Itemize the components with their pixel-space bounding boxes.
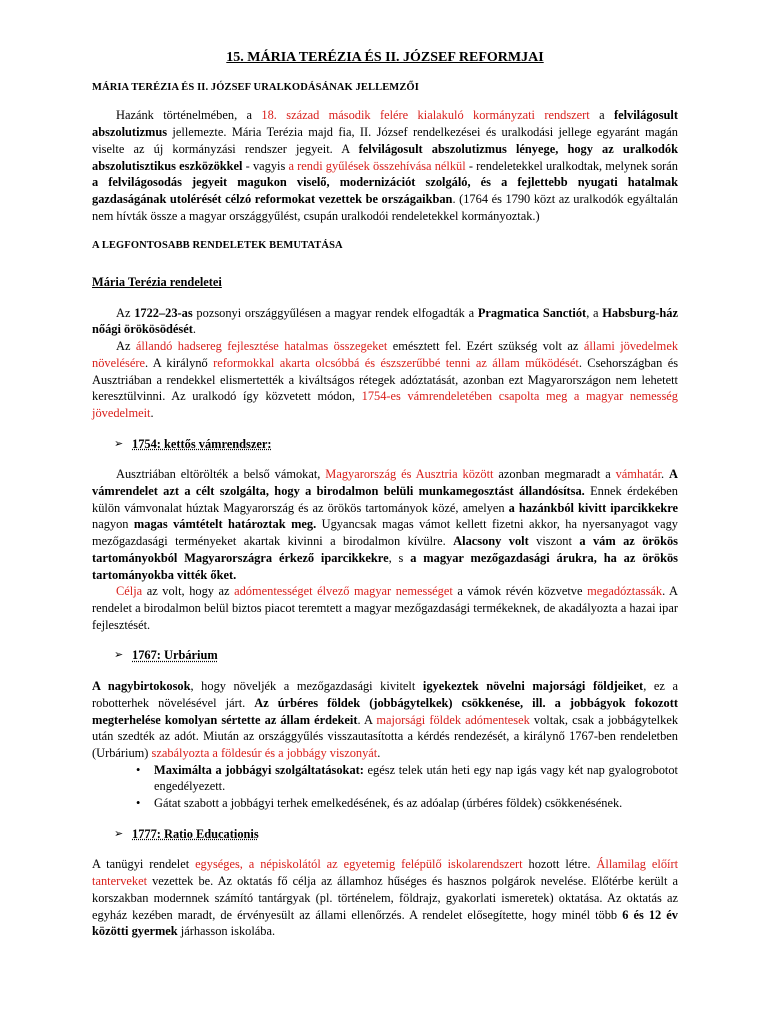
section-heading-characteristics: MÁRIA TERÉZIA ÉS II. JÓZSEF URALKODÁSÁNAK JELLEMZŐI	[92, 81, 419, 93]
urbarium-list	[92, 762, 678, 812]
list-item: • Maximálta a jobbágyi szolgáltatásokat: egész telek után heti egy nap igás vagy két nap gyalogrobotot engedélyezett.	[136, 762, 678, 795]
subheading-maria-theresa-decrees: Mária Terézia rendeletei	[92, 275, 222, 290]
paragraph-customs-purpose: Célja az volt, hogy az adómentességet élvező magyar nemességet a vámok révén közvetve megadóztassák. A rendelet a birodalmon belül biztos piacot teremtett a magyar mezőgazdasági termékeknek, de akadályozta a hazai ipar fejlesztését.	[92, 584, 678, 632]
section-heading-decrees: A LEGFONTOSABB RENDELETEK BEMUTATÁSA	[92, 240, 343, 252]
list-item: • Gátat szabott a jobbágyi terhek emelkedésének, és az adóalap (úrbéres földek) csökkenésének.	[136, 795, 678, 812]
arrow-bullet-icon: ➢	[114, 437, 124, 450]
bullet-heading-ratio-educationis: ➢ 1777: Ratio Educationis	[114, 826, 259, 841]
paragraph-pragmatica-sanctio: Az 1722–23-as pozsonyi országgyűlésen a magyar rendek elfogadták a Pragmatica Sanctiót, a Habsburg-ház nőági örökösödését.	[92, 305, 678, 337]
bullet-heading-customs-system: ➢ 1754: kettős vámrendszer:	[114, 436, 272, 451]
paragraph-ratio-educationis: A tanügyi rendelet egységes, a népiskolától az egyetemig felépülő iskolarendszert hozott létre. Államilag előírt tanterveket vezettek be. Az oktatás fő célja az államhoz hűséges és hasznos polgárok nevelése. Előtérbe került a korszakban modernnek számító tantárgyak (pl. történelem, földrajz, gyakorlati ismeretek) oktatása. Az oktatás az egyház kezében maradt, de érvényesült az állami ellenőrzés. A rendelet elősegítette, hogy minél több 6 és 12 év közötti gyermek járhasson iskolába.	[92, 857, 679, 939]
arrow-bullet-icon: ➢	[114, 649, 124, 662]
arrow-bullet-icon: ➢	[114, 827, 124, 840]
paragraph-customs-decree: Ausztriában eltörölték a belső vámokat, Magyarország és Ausztria között azonban megmaradt a vámhatár. A vámrendelet azt a célt szolgálta, hogy a birodalmon belüli munkamegosztást állandósítsa. Ennek érdekében külön vámvonalat húztak Magyarország és az örökös tartományok közé, amelyen a hazánkból kivitt iparcikkekre nagyon magas vámtételt határoztak meg. Ugyancsak magas vámot kellett fizetni akkor, ha nyersanyagot vagy mezőgazdasági terményeket akartak kivinni a birodalmon kívülre. Alacsony volt viszont a vám az örökös tartományokból Magyarországra érkező iparcikkekre, s a magyar mezőgazdasági árukra, ha az örökös tartományokba vitték őket.	[92, 467, 679, 582]
bullet-heading-urbarium: ➢ 1767: Urbárium	[114, 648, 218, 663]
paragraph-standing-army: Az állandó hadsereg fejlesztése hatalmas összegeket emésztett fel. Ezért szükség volt az állami jövedelmek növelésére. A királynő reformokkal akarta olcsóbbá és észszerűbbé tenni az állam működését. Csehországban és Ausztriában a rendekkel elismertették a kiváltságos rétegek adóztatását, azonban ezt Magyarországon nem lehetett keresztülvinni. Az uralkodó így közvetett módon, 1754-es vámrendeletében csapolta meg a magyar nemesség jövedelmeit.	[92, 339, 679, 420]
paragraph-enlightened-absolutism: Hazánk történelmében, a 18. század második felére kialakuló kormányzati rendszert a felvilágosult abszolutizmus jellemezte. Mária Terézia majd fia, II. József rendelkezései és uralkodási jellege egyaránt magán viselte az új kormányzási rendszer jegyeit. A felvilágosult abszolutizmus lényege, hogy az uralkodók abszolutisztikus eszközökkel - vagyis a rendi gyűlések összehívása nélkül - rendeletekkel uralkodtak, melynek során a felvilágosodás jegyeit magukon viselő, modernizációt szolgáló, és a fejlettebb nyugati hatalmak gazdaságának utolérését célzó reformokat vezettek be országaikban. (1764 és 1790 közt az uralkodók egyáltalán nem hívták össze a magyar országgyűlést, csupán uralkodói rendeletekkel kormányoztak.)	[92, 108, 678, 223]
paragraph-urbarium: A nagybirtokosok, hogy növeljék a mezőgazdasági kivitelt igyekeztek növelni majorsági földjeiket, ez a robotterhek növelésével járt. Az úrbéres földek (jobbágytelkek) csökkenése, ill. a jobbágyok fokozott megterhelése komolyan sértette az állam érdekeit. A majorsági földek adómentesek voltak, csak a jobbágytelkek után szedték az adót. Miután az országgyűlés visszautasította a kérdés rendezését, a királynő 1767-ben rendeletben (Urbárium) szabályozta a földesúr és a jobbágy viszonyát.	[92, 679, 679, 760]
page-title: 15. MÁRIA TERÉZIA ÉS II. JÓZSEF REFORMJAI	[226, 50, 544, 65]
